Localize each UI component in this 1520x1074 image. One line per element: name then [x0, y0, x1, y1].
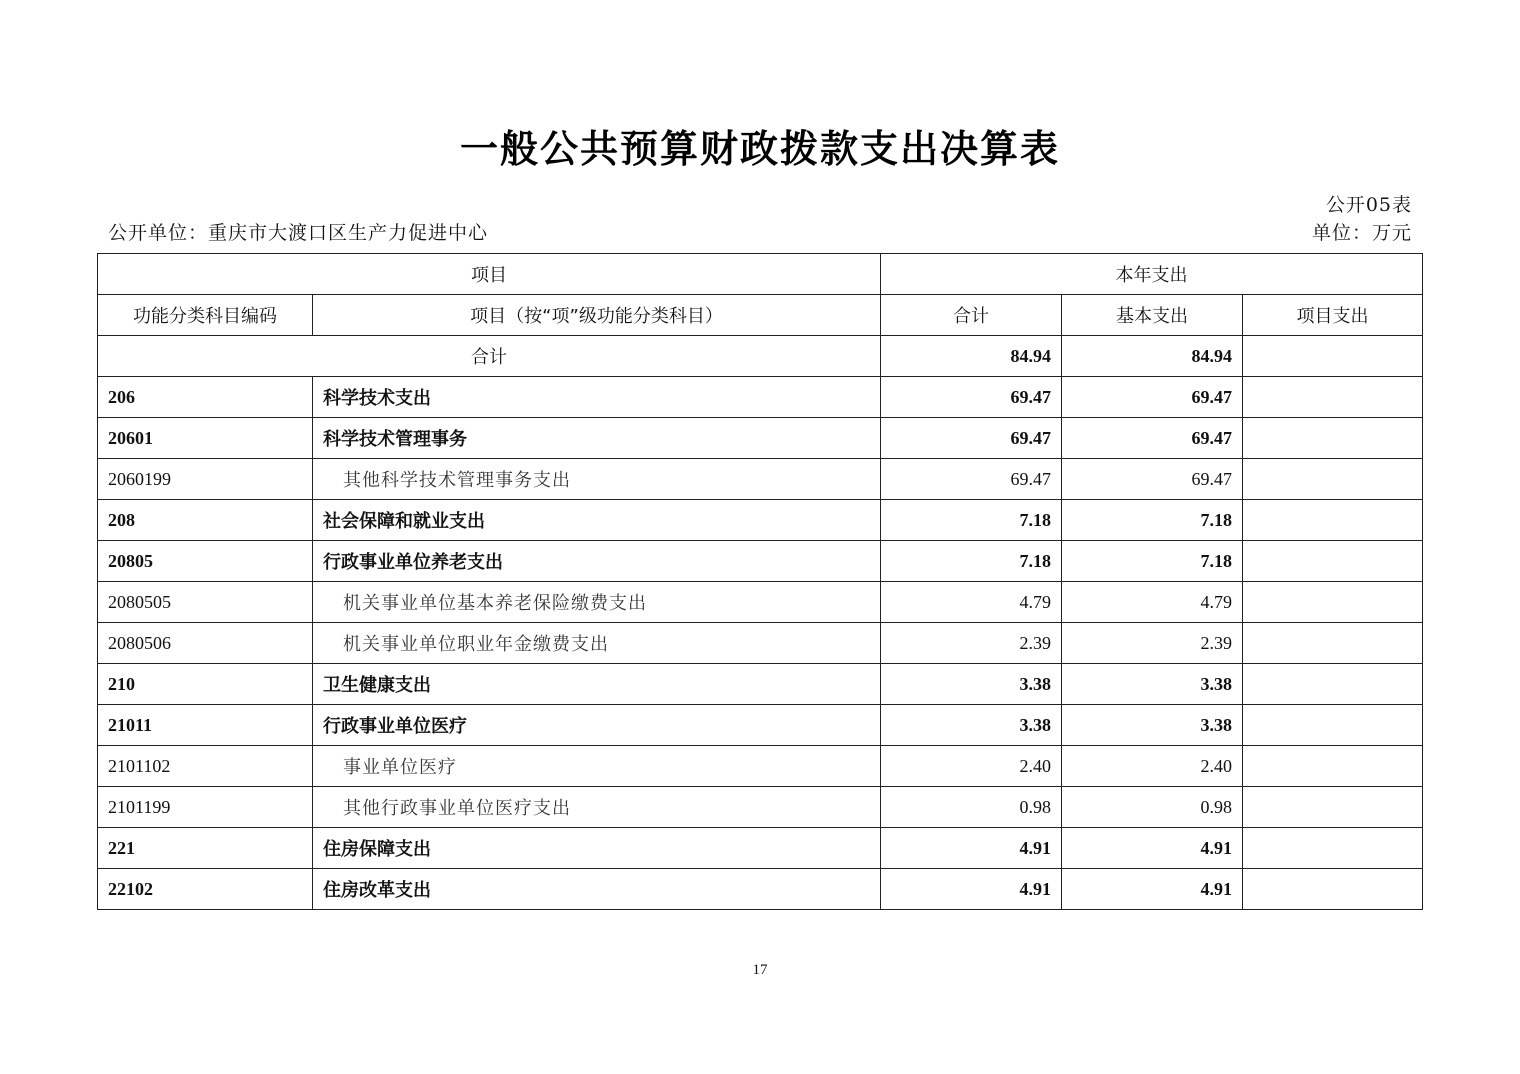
table-row: [98, 459, 1423, 500]
row-basic: 7.18: [1062, 541, 1243, 582]
total-project: [1243, 336, 1423, 377]
row-basic: 4.91: [1062, 828, 1243, 869]
row-basic: 0.98: [1062, 787, 1243, 828]
row-name: 住房保障支出: [313, 828, 881, 869]
row-code: 210: [98, 664, 313, 705]
reporting-unit: 公开单位：重庆市大渡口区生产力促进中心: [108, 222, 489, 244]
row-basic: 4.91: [1062, 869, 1243, 910]
row-name: 事业单位医疗: [313, 746, 881, 787]
row-project: [1243, 664, 1423, 705]
row-name: 其他行政事业单位医疗支出: [313, 787, 881, 828]
row-code: 21011: [98, 705, 313, 746]
total-row: [98, 336, 1423, 377]
row-name: 社会保障和就业支出: [313, 500, 881, 541]
row-name: 科学技术支出: [313, 377, 881, 418]
row-code: 221: [98, 828, 313, 869]
row-total: 2.40: [881, 746, 1062, 787]
header-code: 功能分类科目编码: [98, 295, 313, 336]
header-row-columns: [98, 295, 1423, 336]
row-total: 0.98: [881, 787, 1062, 828]
row-code: 22102: [98, 869, 313, 910]
row-name: 科学技术管理事务: [313, 418, 881, 459]
form-number: 公开05表: [1325, 194, 1412, 216]
row-basic: 69.47: [1062, 377, 1243, 418]
header-basic: 基本支出: [1062, 295, 1243, 336]
table-row: [98, 746, 1423, 787]
row-basic: 2.39: [1062, 623, 1243, 664]
row-basic: 69.47: [1062, 418, 1243, 459]
table-row: [98, 377, 1423, 418]
row-name: 机关事业单位基本养老保险缴费支出: [313, 582, 881, 623]
row-project: [1243, 705, 1423, 746]
row-code: 208: [98, 500, 313, 541]
row-basic: 3.38: [1062, 705, 1243, 746]
row-name: 其他科学技术管理事务支出: [313, 459, 881, 500]
page-number: 17: [752, 962, 768, 978]
row-total: 4.91: [881, 828, 1062, 869]
header-project: 项目支出: [1243, 295, 1423, 336]
header-name: 项目（按“项”级功能分类科目）: [313, 295, 881, 336]
row-code: 2080506: [98, 623, 313, 664]
total-basic: 84.94: [1062, 336, 1243, 377]
row-code: 20601: [98, 418, 313, 459]
row-total: 7.18: [881, 500, 1062, 541]
table-row: [98, 828, 1423, 869]
header-row-group: [98, 254, 1423, 295]
row-total: 69.47: [881, 459, 1062, 500]
row-total: 3.38: [881, 664, 1062, 705]
row-project: [1243, 582, 1423, 623]
row-name: 卫生健康支出: [313, 664, 881, 705]
total-label: 合计: [98, 336, 881, 377]
row-project: [1243, 459, 1423, 500]
row-total: 69.47: [881, 418, 1062, 459]
row-project: [1243, 541, 1423, 582]
table-row: [98, 869, 1423, 910]
table-row: [98, 418, 1423, 459]
row-name: 机关事业单位职业年金缴费支出: [313, 623, 881, 664]
row-code: 2101199: [98, 787, 313, 828]
table-row: [98, 582, 1423, 623]
row-project: [1243, 828, 1423, 869]
page-title: 一般公共预算财政拨款支出决算表: [459, 127, 1060, 171]
row-project: [1243, 787, 1423, 828]
row-total: 4.91: [881, 869, 1062, 910]
row-project: [1243, 500, 1423, 541]
row-basic: 4.79: [1062, 582, 1243, 623]
row-code: 2060199: [98, 459, 313, 500]
row-total: 69.47: [881, 377, 1062, 418]
row-project: [1243, 377, 1423, 418]
row-basic: 7.18: [1062, 500, 1243, 541]
table-row: [98, 705, 1423, 746]
row-name: 住房改革支出: [313, 869, 881, 910]
row-project: [1243, 869, 1423, 910]
row-name: 行政事业单位养老支出: [313, 541, 881, 582]
header-item-group: 项目: [98, 254, 881, 295]
table-row: [98, 500, 1423, 541]
row-code: 206: [98, 377, 313, 418]
row-project: [1243, 623, 1423, 664]
row-total: 7.18: [881, 541, 1062, 582]
budget-table: [97, 253, 1423, 910]
header-current-year-group: 本年支出: [881, 254, 1423, 295]
row-code: 20805: [98, 541, 313, 582]
table-row: [98, 787, 1423, 828]
row-total: 3.38: [881, 705, 1062, 746]
row-name: 行政事业单位医疗: [313, 705, 881, 746]
table-row: [98, 541, 1423, 582]
row-total: 2.39: [881, 623, 1062, 664]
row-basic: 3.38: [1062, 664, 1243, 705]
row-total: 4.79: [881, 582, 1062, 623]
row-project: [1243, 418, 1423, 459]
currency-unit: 单位：万元: [1311, 222, 1412, 244]
row-code: 2080505: [98, 582, 313, 623]
header-total: 合计: [881, 295, 1062, 336]
table-row: [98, 623, 1423, 664]
row-basic: 69.47: [1062, 459, 1243, 500]
row-basic: 2.40: [1062, 746, 1243, 787]
table-row: [98, 664, 1423, 705]
row-project: [1243, 746, 1423, 787]
total-total: 84.94: [881, 336, 1062, 377]
row-code: 2101102: [98, 746, 313, 787]
